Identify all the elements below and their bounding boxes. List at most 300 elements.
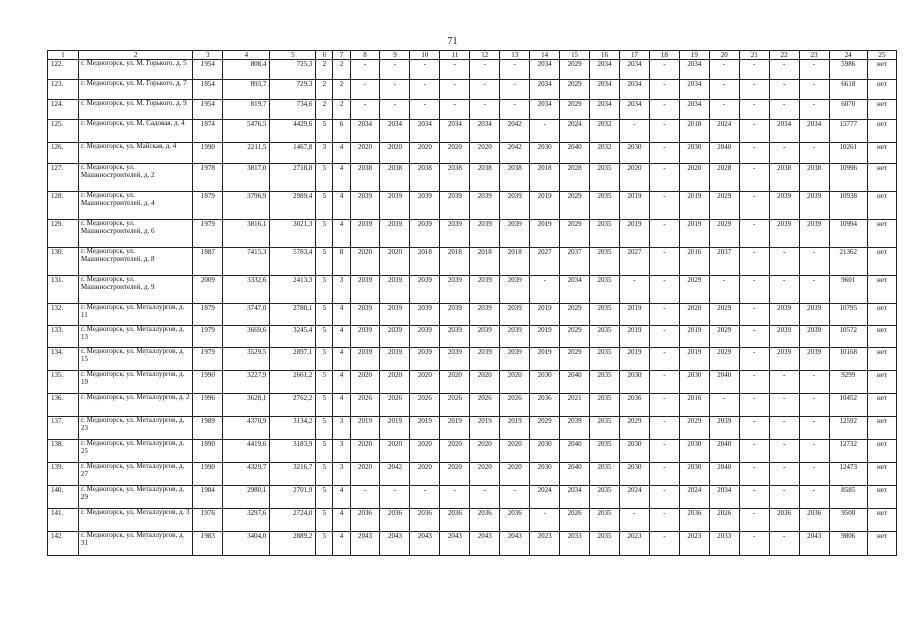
table-cell: 2034 (590, 80, 620, 100)
table-cell: 2020 (380, 371, 410, 394)
area-cell: 2897,1 (270, 348, 316, 371)
table-cell: - (709, 60, 739, 80)
table-cell: 2039 (410, 220, 440, 248)
area-cell: 3817,0 (223, 164, 270, 192)
row-index-cell: 130. (48, 248, 79, 276)
table-row (48, 120, 897, 143)
table-cell: 2038 (769, 164, 799, 192)
table-cell: - (500, 100, 530, 120)
table-cell: - (769, 276, 799, 304)
table-cell: - (380, 100, 410, 120)
row-index-cell: 124. (48, 100, 79, 120)
address-cell: г. Медногорск, ул. Машиностроителей, д. 9 (79, 276, 193, 304)
column-number-cell: 9 (380, 51, 410, 60)
table-cell: 8585 (829, 486, 867, 509)
column-number-cell: 1 (48, 51, 79, 60)
table-cell: - (530, 276, 560, 304)
table-cell: - (649, 220, 679, 248)
table-cell: - (350, 486, 380, 509)
table-cell: - (649, 463, 679, 486)
table-cell: 2019 (679, 192, 709, 220)
table-cell: нет (868, 532, 897, 556)
table-row (48, 304, 897, 326)
table-cell: 2027 (530, 248, 560, 276)
table-cell: 2039 (709, 417, 739, 440)
table-cell: 2039 (500, 192, 530, 220)
table-cell: - (649, 440, 679, 463)
column-number-cell: 16 (590, 51, 620, 60)
table-cell: 2018 (470, 248, 500, 276)
table-cell: 2020 (380, 440, 410, 463)
table-cell: - (799, 143, 829, 164)
table-cell: 6618 (829, 80, 867, 100)
table-cell: 2039 (380, 276, 410, 304)
table-cell: 2028 (560, 164, 590, 192)
table-cell: 3 (333, 440, 350, 463)
table-cell: 2020 (619, 164, 649, 192)
table-cell: 2034 (530, 100, 560, 120)
table-cell: 2038 (350, 164, 380, 192)
table-cell: 2029 (709, 220, 739, 248)
table-cell: 2020 (350, 248, 380, 276)
address-cell: г. Медногорск, ул. Металлургов, д. 13 (79, 326, 193, 348)
table-cell: 1987 (193, 248, 223, 276)
column-number-cell: 11 (440, 51, 470, 60)
table-cell: 1996 (193, 394, 223, 417)
address-cell: г. Медногорск, ул. Майская, д. 4 (79, 143, 193, 164)
table-cell: нет (868, 248, 897, 276)
table-cell: 2020 (500, 371, 530, 394)
table-cell: 1990 (193, 463, 223, 486)
table-cell: 2029 (560, 348, 590, 371)
table-cell: 1974 (193, 120, 223, 143)
table-cell: 2043 (350, 532, 380, 556)
table-cell: - (530, 120, 560, 143)
table-cell: 5 (316, 532, 333, 556)
table-cell: 2039 (799, 192, 829, 220)
table-cell: - (739, 220, 769, 248)
column-number-cell: 7 (333, 51, 350, 60)
table-cell: 2034 (380, 120, 410, 143)
column-number-cell: 13 (500, 51, 530, 60)
table-cell: 2039 (769, 326, 799, 348)
table-cell: 2020 (410, 143, 440, 164)
table-cell: 2018 (440, 248, 470, 276)
table-cell: 2034 (619, 60, 649, 80)
table-cell: 4 (333, 486, 350, 509)
table-row (48, 248, 897, 276)
table-cell: 2036 (380, 509, 410, 532)
table-cell: 2040 (560, 463, 590, 486)
table-cell: 2020 (679, 304, 709, 326)
address-cell: г. Медногорск, ул. Металлургов, д. 27 (79, 463, 193, 486)
table-cell: 2039 (470, 326, 500, 348)
table-cell: 2029 (709, 304, 739, 326)
table-cell: 2020 (380, 143, 410, 164)
table-cell: 2039 (769, 220, 799, 248)
table-cell: 1954 (193, 100, 223, 120)
table-cell: 6070 (829, 100, 867, 120)
area-cell: 3529,5 (223, 348, 270, 371)
area-cell: 3796,9 (223, 192, 270, 220)
table-cell: 2019 (530, 220, 560, 248)
row-index-cell: 140. (48, 486, 79, 509)
table-cell: 2043 (440, 532, 470, 556)
table-cell: 10795 (829, 304, 867, 326)
table-cell: - (799, 60, 829, 80)
address-cell: г. Медногорск, ул. Машиностроителей, д. 6 (79, 220, 193, 248)
column-number-cell: 23 (799, 51, 829, 60)
table-cell: 2036 (500, 509, 530, 532)
table-cell: 2034 (410, 120, 440, 143)
table-cell: 1983 (193, 532, 223, 556)
area-cell: 3816,1 (223, 220, 270, 248)
table-cell: 2033 (709, 532, 739, 556)
table-cell: - (500, 486, 530, 509)
area-cell: 2762,2 (270, 394, 316, 417)
table-cell: нет (868, 220, 897, 248)
address-cell: г. Медногорск, ул. Машиностроителей, д. 4 (79, 192, 193, 220)
table-cell: 2029 (709, 348, 739, 371)
table-cell: 5 (316, 440, 333, 463)
table-cell: 2035 (590, 220, 620, 248)
table-cell: - (649, 532, 679, 556)
table-cell: 1979 (193, 192, 223, 220)
table-cell: 10572 (829, 326, 867, 348)
table-cell: 2020 (470, 440, 500, 463)
table-cell: 2035 (590, 326, 620, 348)
table-cell: 2024 (619, 486, 649, 509)
table-cell: - (769, 143, 799, 164)
table-cell: 2023 (530, 532, 560, 556)
table-cell: 6 (333, 120, 350, 143)
table-cell: 1990 (193, 440, 223, 463)
table-cell: 2036 (769, 509, 799, 532)
table-cell: 2042 (500, 143, 530, 164)
table-cell: 2039 (470, 348, 500, 371)
area-cell: 2780,1 (270, 304, 316, 326)
area-cell: 2989,4 (270, 192, 316, 220)
area-cell: 893,7 (223, 80, 270, 100)
table-cell: нет (868, 192, 897, 220)
table-cell: нет (868, 394, 897, 417)
table-cell: - (739, 348, 769, 371)
address-cell: г. Медногорск, ул. Металлургов, д. 23 (79, 417, 193, 440)
table-cell: 9806 (829, 532, 867, 556)
table-cell: - (649, 304, 679, 326)
table-cell: 2020 (500, 440, 530, 463)
table-cell: - (799, 486, 829, 509)
table-cell: 3 (333, 417, 350, 440)
table-cell: 2039 (380, 220, 410, 248)
table-cell: 2030 (530, 371, 560, 394)
table-cell: 2036 (350, 509, 380, 532)
table-cell: 8 (333, 248, 350, 276)
table-cell: 2034 (590, 60, 620, 80)
row-index-cell: 128. (48, 192, 79, 220)
table-cell: - (769, 248, 799, 276)
address-cell: г. Медногорск, ул. Машиностроителей, д. 8 (79, 248, 193, 276)
table-cell: 2029 (560, 80, 590, 100)
table-cell: - (649, 164, 679, 192)
table-cell: 2033 (560, 532, 590, 556)
table-cell: 2034 (530, 80, 560, 100)
table-row (48, 100, 897, 120)
address-cell: г. Медногорск, ул. Металлургов, д. 15 (79, 348, 193, 371)
table-cell: 2035 (590, 164, 620, 192)
table-cell: 2020 (350, 463, 380, 486)
row-index-cell: 135. (48, 371, 79, 394)
table-cell: 2042 (500, 120, 530, 143)
table-row (48, 486, 897, 509)
table-cell: - (769, 463, 799, 486)
row-index-cell: 129. (48, 220, 79, 248)
table-cell: 2034 (560, 276, 590, 304)
table-cell: - (799, 80, 829, 100)
table-cell: - (530, 509, 560, 532)
row-index-cell: 125. (48, 120, 79, 143)
area-cell: 729,3 (270, 80, 316, 100)
table-cell: 2039 (350, 276, 380, 304)
table-cell: - (380, 80, 410, 100)
table-cell: 2029 (560, 304, 590, 326)
table-cell: 1979 (193, 348, 223, 371)
row-index-cell: 138. (48, 440, 79, 463)
table-cell: 2019 (679, 348, 709, 371)
table-cell: 2039 (380, 304, 410, 326)
table-cell: 2039 (440, 304, 470, 326)
area-cell: 2718,8 (270, 164, 316, 192)
table-cell: 2039 (380, 192, 410, 220)
table-cell: 2 (333, 100, 350, 120)
table-cell: - (799, 394, 829, 417)
table-cell: 2026 (380, 394, 410, 417)
table-cell: 2039 (769, 192, 799, 220)
area-cell: 3216,7 (270, 463, 316, 486)
table-cell: 2 (316, 60, 333, 80)
table-cell: 2030 (619, 143, 649, 164)
row-index-cell: 139. (48, 463, 79, 486)
area-cell: 7415,3 (223, 248, 270, 276)
table-cell: 2029 (709, 326, 739, 348)
table-cell: 12732 (829, 440, 867, 463)
table-cell: нет (868, 486, 897, 509)
column-number-cell: 10 (410, 51, 440, 60)
table-cell: - (799, 100, 829, 120)
table-cell: 2 (333, 60, 350, 80)
table-cell: 2030 (679, 371, 709, 394)
table-cell: 2040 (709, 143, 739, 164)
table-cell: 2036 (799, 509, 829, 532)
table-cell: 2020 (470, 143, 500, 164)
table-cell: 2034 (530, 60, 560, 80)
area-cell: 3669,6 (223, 326, 270, 348)
table-cell: 2030 (619, 463, 649, 486)
table-cell: - (649, 509, 679, 532)
table-cell: 15777 (829, 120, 867, 143)
address-cell: г. Медногорск, ул. М. Горького, д. 9 (79, 100, 193, 120)
row-index-cell: 123. (48, 80, 79, 100)
table-cell: нет (868, 80, 897, 100)
table-cell: 2038 (440, 164, 470, 192)
table-cell: 2034 (350, 120, 380, 143)
table-cell: 3 (316, 143, 333, 164)
table-cell: - (470, 486, 500, 509)
table-cell: 2029 (560, 192, 590, 220)
table-cell: - (739, 463, 769, 486)
table-cell: 2037 (709, 248, 739, 276)
table-cell: - (649, 326, 679, 348)
table-cell: 2029 (560, 326, 590, 348)
table-cell: - (619, 276, 649, 304)
area-cell: 3021,3 (270, 220, 316, 248)
table-cell: 2030 (530, 440, 560, 463)
table-row (48, 440, 897, 463)
table-cell: 5 (316, 486, 333, 509)
table-cell: - (739, 417, 769, 440)
table-cell: 2019 (679, 220, 709, 248)
table-cell: 2026 (560, 509, 590, 532)
area-cell: 725,3 (270, 60, 316, 80)
table-cell: 2039 (440, 348, 470, 371)
row-index-cell: 137. (48, 417, 79, 440)
table-cell: 4 (333, 192, 350, 220)
table-cell: - (799, 417, 829, 440)
table-cell: 2035 (590, 248, 620, 276)
table-cell: 4 (333, 220, 350, 248)
table-cell: 2 (333, 80, 350, 100)
table-cell: 4 (333, 326, 350, 348)
table-cell: 2027 (619, 248, 649, 276)
table-cell: - (649, 371, 679, 394)
table-cell: 5986 (829, 60, 867, 80)
table-cell: - (739, 276, 769, 304)
table-row (48, 220, 897, 248)
table-cell: - (739, 192, 769, 220)
table-cell: 2038 (380, 164, 410, 192)
table-cell: 10452 (829, 394, 867, 417)
table-cell: 2039 (350, 192, 380, 220)
table-cell: 2039 (769, 304, 799, 326)
table-cell: 5 (316, 220, 333, 248)
table-cell: 2029 (560, 60, 590, 80)
table-cell: 5 (316, 417, 333, 440)
area-cell: 3297,6 (223, 509, 270, 532)
table-cell: 1989 (193, 417, 223, 440)
table-cell: 2023 (619, 532, 649, 556)
table-cell: - (410, 80, 440, 100)
table-cell: 1990 (193, 143, 223, 164)
table-cell: 2034 (590, 100, 620, 120)
table-row (48, 509, 897, 532)
table-cell: нет (868, 304, 897, 326)
table-cell: - (739, 509, 769, 532)
table-cell: 10168 (829, 348, 867, 371)
table-cell: 2034 (679, 80, 709, 100)
row-index-cell: 142. (48, 532, 79, 556)
table-cell: 2036 (410, 509, 440, 532)
table-cell: 2016 (679, 248, 709, 276)
table-cell: - (350, 60, 380, 80)
table-cell: 2024 (530, 486, 560, 509)
table-cell: - (350, 80, 380, 100)
table-cell: 2020 (440, 463, 470, 486)
table-cell: - (649, 276, 679, 304)
table-cell: 2039 (350, 326, 380, 348)
table-cell: нет (868, 371, 897, 394)
table-cell: 2029 (530, 417, 560, 440)
address-cell: г. Медногорск, ул. М. Садовая, д. 4 (79, 120, 193, 143)
table-cell: 2019 (530, 326, 560, 348)
table-cell: 2009 (193, 276, 223, 304)
table-cell: 4 (333, 394, 350, 417)
table-cell: 2029 (709, 192, 739, 220)
table-cell: 5 (316, 248, 333, 276)
area-cell: 3134,2 (270, 417, 316, 440)
table-cell: 9601 (829, 276, 867, 304)
table-cell: 2030 (679, 143, 709, 164)
address-cell: г. Медногорск, ул. Металлургов, д. 29 (79, 486, 193, 509)
table-row (48, 326, 897, 348)
table-cell: - (470, 100, 500, 120)
table-cell: 2035 (590, 509, 620, 532)
table-cell: - (649, 80, 679, 100)
table-cell: 1979 (193, 220, 223, 248)
table-cell: 10996 (829, 164, 867, 192)
table-cell: - (649, 143, 679, 164)
column-number-cell: 18 (649, 51, 679, 60)
table-cell: 2026 (350, 394, 380, 417)
table-cell: 2039 (440, 326, 470, 348)
table-cell: нет (868, 100, 897, 120)
address-cell: г. Медногорск, ул. Металлургов, д. 3 (79, 509, 193, 532)
table-cell: - (769, 371, 799, 394)
table-cell: 2039 (769, 348, 799, 371)
table-cell: 2035 (590, 394, 620, 417)
table-cell: 2029 (679, 417, 709, 440)
table-cell: - (380, 486, 410, 509)
table-cell: 9299 (829, 371, 867, 394)
table-cell: 2035 (590, 532, 620, 556)
table-cell: 2040 (560, 440, 590, 463)
address-cell: г. Медногорск, ул. Металлургов, д. 25 (79, 440, 193, 463)
table-cell: 2040 (709, 440, 739, 463)
table-cell: 2034 (709, 486, 739, 509)
housing-register-table (47, 50, 897, 556)
table-cell: 2039 (350, 304, 380, 326)
table-cell: 2036 (530, 394, 560, 417)
address-cell: г. Медногорск, ул. Металлургов, д. 19 (79, 371, 193, 394)
table-cell: 2019 (530, 304, 560, 326)
table-cell: 2039 (410, 192, 440, 220)
table-cell: 2039 (350, 220, 380, 248)
table-row (48, 394, 897, 417)
table-cell: 2018 (679, 120, 709, 143)
row-index-cell: 126. (48, 143, 79, 164)
table-row (48, 143, 897, 164)
table-cell: - (470, 80, 500, 100)
table-cell: 1979 (193, 304, 223, 326)
table-cell: 2032 (590, 120, 620, 143)
table-cell: 2037 (560, 248, 590, 276)
table-cell: - (470, 60, 500, 80)
table-cell: 2036 (470, 509, 500, 532)
area-cell: 4429,6 (270, 120, 316, 143)
table-cell: 2034 (679, 60, 709, 80)
column-number-cell: 2 (79, 51, 193, 60)
column-number-cell: 21 (739, 51, 769, 60)
table-cell: - (649, 348, 679, 371)
